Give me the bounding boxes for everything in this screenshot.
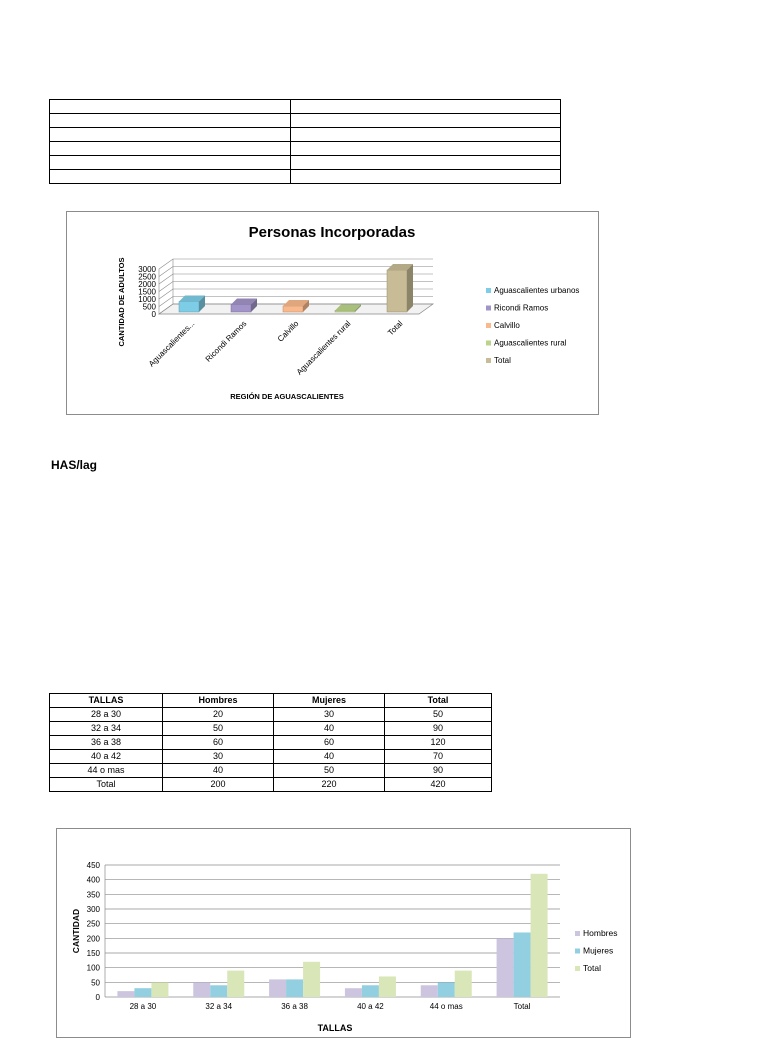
legend-label: Total <box>494 356 511 365</box>
personas-chart <box>67 212 600 416</box>
bar <box>379 976 396 997</box>
chart-title: Personas Incorporadas <box>248 224 416 241</box>
y-tick-label: 450 <box>86 861 100 870</box>
x-tick-label: 32 a 34 <box>205 1002 233 1011</box>
y-tick-label: 0 <box>151 310 156 319</box>
tallas-chart <box>57 829 632 1039</box>
bar <box>210 985 227 997</box>
legend-swatch <box>486 358 491 363</box>
x-tick-label: Ricondi Ramos <box>203 319 249 364</box>
bar <box>514 932 531 997</box>
bar <box>134 988 151 997</box>
table-cell <box>291 142 561 156</box>
table-row <box>50 128 561 142</box>
bar <box>231 305 251 313</box>
table-cell: 40 a 42 <box>50 750 163 764</box>
x-tick-label: 36 a 38 <box>281 1002 308 1011</box>
bar <box>335 311 355 313</box>
table-cell: 44 o mas <box>50 764 163 778</box>
legend-swatch <box>486 341 491 346</box>
table-row <box>50 750 492 764</box>
y-tick-label: 0 <box>95 993 100 1002</box>
table-cell <box>50 128 291 142</box>
table-cell <box>291 170 561 184</box>
bar <box>421 985 438 997</box>
table-cell: 28 a 30 <box>50 708 163 722</box>
y-tick-label: 400 <box>86 875 100 885</box>
legend-swatch <box>575 966 580 971</box>
y-tick-label: 2500 <box>138 272 156 282</box>
column-header: Total <box>385 694 492 708</box>
legend-label: Aguascalientes urbanos <box>494 286 580 295</box>
table-row <box>50 708 492 722</box>
table-cell: 70 <box>385 750 492 764</box>
table-row <box>50 142 561 156</box>
legend-swatch <box>575 949 580 954</box>
legend-label: Total <box>583 963 601 973</box>
table-cell: 50 <box>385 708 492 722</box>
bar <box>179 302 199 313</box>
table-cell: 60 <box>163 736 274 750</box>
table-row <box>50 764 492 778</box>
y-tick-label: 300 <box>86 905 100 914</box>
table-cell <box>291 114 561 128</box>
y-tick-label: 1000 <box>138 295 156 304</box>
empty-table <box>49 99 561 184</box>
y-tick-label: 200 <box>86 934 100 944</box>
bar <box>345 988 362 997</box>
table-cell <box>291 128 561 142</box>
column-header: Mujeres <box>274 694 385 708</box>
x-axis-label: REGIÓN DE AGUASCALIENTES <box>230 392 344 401</box>
table-cell: 120 <box>385 736 492 750</box>
bar <box>283 306 303 312</box>
x-tick-label: Aguascalientes... <box>146 319 197 369</box>
y-tick-label: 500 <box>142 302 156 312</box>
x-tick-label: Total <box>513 1002 531 1011</box>
bar <box>227 971 244 997</box>
y-tick-label: 50 <box>91 978 100 988</box>
x-tick-label: 44 o mas <box>429 1002 463 1011</box>
legend-label: Mujeres <box>583 945 614 956</box>
bar <box>151 982 168 997</box>
legend-label: Aguascalientes rural <box>494 338 567 348</box>
table-cell <box>50 142 291 156</box>
table-row <box>50 722 492 736</box>
table-cell: 50 <box>163 722 274 736</box>
bar-side <box>407 264 413 312</box>
y-tick-label: 1500 <box>138 287 156 297</box>
column-header: Hombres <box>163 694 274 708</box>
table-cell: 40 <box>163 764 274 778</box>
table-cell: 32 a 34 <box>50 722 163 736</box>
legend-swatch <box>575 931 580 936</box>
bar <box>497 938 514 997</box>
y-tick-label: 350 <box>86 890 100 900</box>
table-cell: 220 <box>274 778 385 792</box>
x-tick-label: Aguascalientes rural <box>294 319 353 377</box>
bar <box>531 874 548 997</box>
bar <box>362 985 379 997</box>
table-cell: 90 <box>385 722 492 736</box>
table-cell: 20 <box>163 708 274 722</box>
y-tick-label: 2000 <box>138 280 156 289</box>
y-tick-label: 3000 <box>138 265 156 274</box>
table-cell: 50 <box>274 764 385 778</box>
table-row <box>50 170 561 184</box>
table-cell: 30 <box>163 750 274 764</box>
y-axis-label: CANTIDAD DE ADULTOS <box>117 257 126 347</box>
section-heading: HAS/lag <box>51 458 98 472</box>
y-tick-label: 250 <box>86 919 100 929</box>
y-tick-label: 100 <box>86 963 100 973</box>
table-cell: 36 a 38 <box>50 736 163 750</box>
legend-label: Calvillo <box>494 321 520 330</box>
table-cell <box>50 170 291 184</box>
bar <box>438 982 455 997</box>
table-cell <box>291 100 561 114</box>
legend-swatch <box>486 306 491 311</box>
tallas-chart-frame <box>56 828 631 1038</box>
table-cell: 200 <box>163 778 274 792</box>
table-cell: 90 <box>385 764 492 778</box>
bar <box>303 962 320 997</box>
tallas-table <box>49 693 492 792</box>
y-tick-label: 150 <box>86 949 100 958</box>
bar <box>269 979 286 997</box>
table-row <box>50 156 561 170</box>
y-axis-label: CANTIDAD <box>71 908 81 954</box>
legend-label: Hombres <box>583 928 618 938</box>
table-cell <box>50 100 291 114</box>
bar <box>193 982 210 997</box>
table-cell <box>50 114 291 128</box>
legend-swatch <box>486 288 491 293</box>
x-tick-label: 40 a 42 <box>357 1002 384 1011</box>
personas-chart-frame <box>66 211 599 415</box>
table-cell: 40 <box>274 750 385 764</box>
table-row <box>50 114 561 128</box>
legend-swatch <box>486 323 491 328</box>
table-cell: Total <box>50 778 163 792</box>
legend-label: Ricondi Ramos <box>494 303 549 313</box>
column-header: TALLAS <box>50 694 163 708</box>
table-cell: 40 <box>274 722 385 736</box>
x-tick-label: Total <box>386 319 405 338</box>
table-cell: 60 <box>274 736 385 750</box>
bar <box>387 270 407 312</box>
table-row <box>50 100 561 114</box>
x-axis-label: TALLAS <box>317 1023 353 1033</box>
bar <box>117 991 134 997</box>
table-cell: 30 <box>274 708 385 722</box>
x-tick-label: Calvillo <box>275 319 301 344</box>
table-cell <box>50 156 291 170</box>
bar <box>455 971 472 997</box>
bar <box>286 979 303 997</box>
table-row <box>50 778 492 792</box>
x-tick-label: 28 a 30 <box>129 1002 157 1011</box>
table-row <box>50 736 492 750</box>
table-cell: 420 <box>385 778 492 792</box>
table-cell <box>291 156 561 170</box>
